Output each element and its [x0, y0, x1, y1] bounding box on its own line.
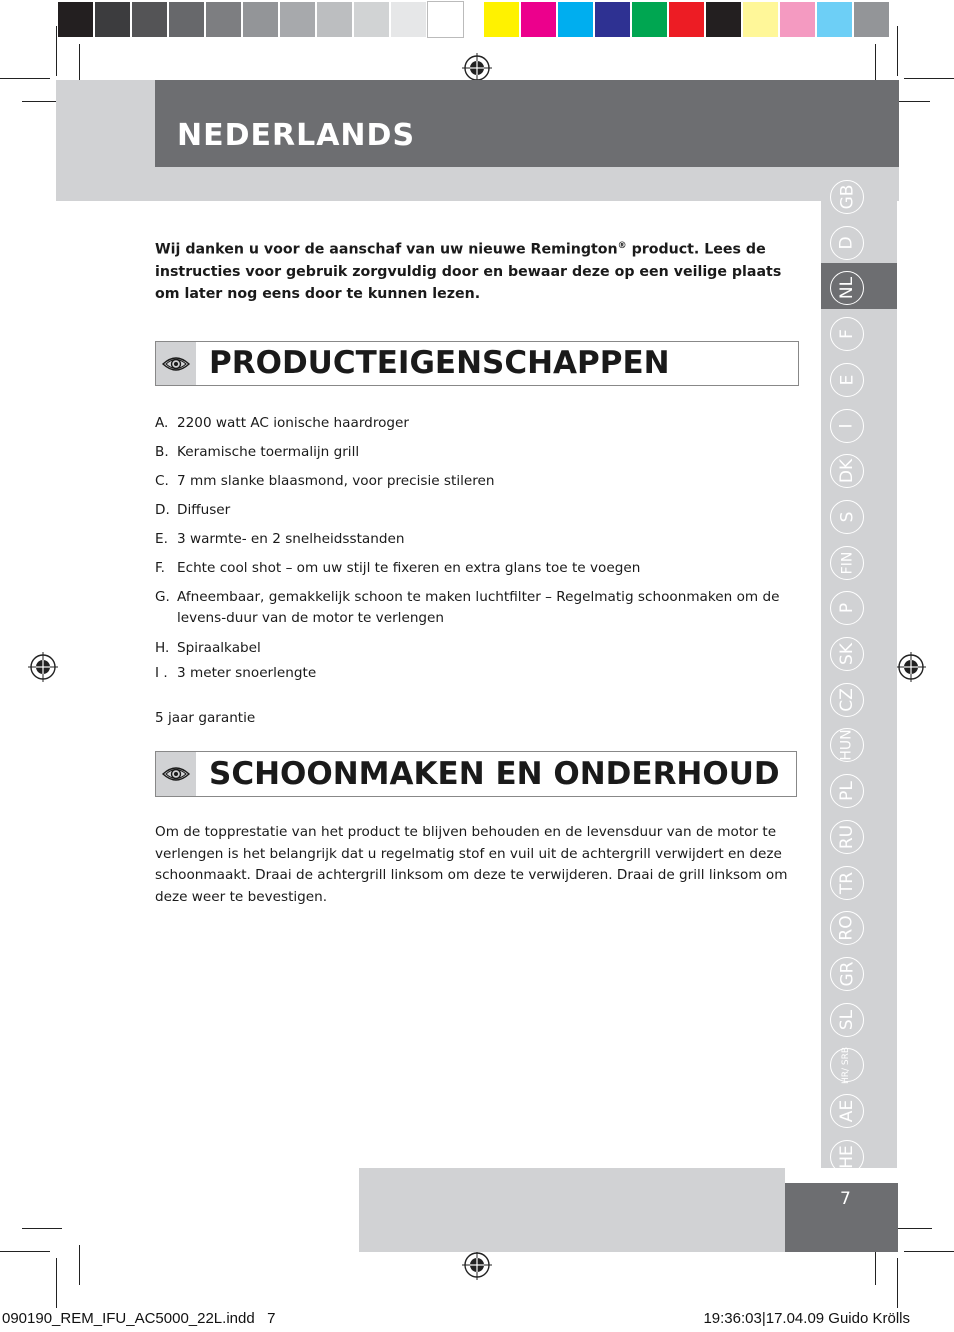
section-title: PRODUCTEIGENSCHAPPEN [209, 345, 670, 381]
section-title: SCHOONMAKEN EN ONDERHOUD [209, 756, 780, 792]
color-swatch [484, 2, 519, 37]
language-code: CZ [837, 688, 857, 712]
feature-text: 2200 watt AC ionische haardroger [177, 415, 410, 431]
feature-text: Afneembaar, gemakkelijk schoon te maken luchtfilter – Regelmatig schoonmaken om de levens-duur van de motor te verlengen [177, 589, 780, 626]
registration-target-icon [462, 53, 492, 83]
language-code: TR [836, 871, 857, 895]
crop-mark [56, 26, 57, 76]
language-tab[interactable] [830, 500, 864, 534]
feature-letter: D. [155, 502, 170, 518]
language-code: FIN [839, 551, 855, 575]
color-swatch [817, 2, 852, 37]
language-tab[interactable] [830, 1003, 864, 1037]
color-swatch [780, 2, 815, 37]
intro-paragraph [155, 235, 795, 305]
gray-swatch [280, 2, 315, 37]
crop-mark [79, 1245, 80, 1285]
crop-mark [897, 26, 898, 76]
color-swatch [743, 2, 778, 37]
slug-timestamp: 19:36:03|17.04.09 Guido Krölls [703, 1310, 910, 1327]
feature-letter: B. [155, 444, 169, 460]
language-tab[interactable] [830, 1094, 864, 1128]
gray-swatch [58, 2, 93, 37]
feature-text: Spiraalkabel [177, 640, 261, 656]
language-code: PL [836, 781, 857, 801]
language-code: HUN [839, 729, 855, 761]
eye-icon [156, 342, 196, 385]
language-code: RU [836, 824, 857, 850]
language-code: HR/ SRB [841, 1046, 852, 1084]
language-tab[interactable] [830, 591, 864, 625]
language-tab[interactable] [830, 271, 864, 305]
feature-text: 3 meter snoerlengte [177, 665, 317, 681]
page-number: 7 [840, 1189, 851, 1209]
language-code: S [836, 511, 857, 523]
language-tab[interactable] [830, 317, 864, 351]
crop-mark [897, 1258, 898, 1308]
color-swatch [632, 2, 667, 37]
gray-swatch [317, 2, 352, 37]
feature-letter: F. [155, 560, 165, 576]
crop-mark [904, 78, 954, 79]
feature-text: 3 warmte- en 2 snelheidsstanden [177, 531, 405, 547]
language-code: DK [837, 458, 857, 484]
language-code: SK [836, 643, 857, 665]
gray-swatch [206, 2, 241, 37]
language-tab[interactable] [830, 728, 864, 762]
crop-mark [79, 44, 80, 84]
crop-mark [22, 1228, 62, 1229]
feature-text: Keramische toermalijn grill [177, 444, 360, 460]
language-tab[interactable] [830, 180, 864, 214]
gray-swatch [243, 2, 278, 37]
warranty-text: 5 jaar garantie [155, 710, 256, 726]
color-swatch [595, 2, 630, 37]
slug-filename: 090190_REM_IFU_AC5000_22L.indd 7 [2, 1310, 276, 1327]
language-tab[interactable] [830, 683, 864, 717]
language-code: GR [837, 961, 857, 987]
crop-mark [892, 1228, 932, 1229]
gray-calibration-strip [58, 2, 463, 38]
language-tab[interactable] [830, 911, 864, 945]
feature-text: Diffuser [177, 502, 231, 518]
language-code: P [836, 602, 857, 614]
registration-target-icon [28, 652, 58, 682]
crop-mark [56, 1258, 57, 1308]
intro-text-continued: product. Lees de instructies voor gebruik zorgvuldig door en bewaar deze op een veilige plaats om later nog eens door te kunnen lezen. [155, 241, 782, 302]
crop-mark [875, 44, 876, 84]
language-code: E [837, 374, 857, 386]
language-tab[interactable] [830, 774, 864, 808]
gray-swatch [95, 2, 130, 37]
language-code: D [837, 236, 857, 250]
page-title: NEDERLANDS [177, 118, 416, 153]
gray-swatch [354, 2, 389, 37]
section-heading-features [155, 341, 799, 386]
section-heading-cleaning [155, 751, 797, 797]
language-code: I [836, 423, 857, 429]
feature-letter: E. [155, 531, 168, 547]
registered-mark: ® [617, 241, 627, 251]
feature-letter: C. [155, 473, 169, 489]
color-calibration-strip [484, 2, 889, 38]
color-swatch [558, 2, 593, 37]
color-swatch [706, 2, 741, 37]
language-code: NL [836, 276, 857, 300]
crop-mark [0, 78, 50, 79]
language-tab[interactable] [830, 866, 864, 900]
feature-letter: I . [155, 665, 168, 681]
footer-band [359, 1168, 785, 1252]
gray-swatch [132, 2, 167, 37]
language-tab[interactable] [830, 546, 864, 580]
feature-letter: G. [155, 589, 170, 605]
cleaning-paragraph: Om de topprestatie van het product te blijven behouden en de levensduur van de motor te verlengen is het belangrijk dat u regelmatig stof en vuil uit de achtergrill verwijdert en deze schoonmaakt. Draai de achtergrill linksom om deze te verwijderen. Draai de grill linksom om deze weer te bevestigen. [155, 824, 788, 905]
language-code: AE [837, 1099, 857, 1123]
registration-target-icon [462, 1250, 492, 1280]
language-code: F [837, 329, 857, 339]
crop-mark [0, 1251, 50, 1252]
color-swatch [521, 2, 556, 37]
color-swatch [669, 2, 704, 37]
registration-target-icon [896, 652, 926, 682]
gray-swatch [391, 2, 426, 37]
language-tab[interactable] [830, 454, 864, 488]
gray-swatch [428, 2, 463, 37]
intro-text: Wij danken u voor de aanschaf van uw nieuwe Remington [155, 241, 618, 258]
feature-letter: H. [155, 640, 170, 656]
language-code: RO [836, 915, 857, 941]
language-tab[interactable] [830, 409, 864, 443]
color-swatch [854, 2, 889, 37]
gray-swatch [169, 2, 204, 37]
feature-letter: A. [155, 415, 169, 431]
language-tab[interactable] [830, 1140, 864, 1174]
language-code: SL [836, 1009, 857, 1031]
language-tab[interactable] [830, 226, 864, 260]
language-code: HE [837, 1145, 857, 1169]
language-tab[interactable] [830, 637, 864, 671]
feature-text: 7 mm slanke blaasmond, voor precisie stileren [177, 473, 495, 489]
eye-icon [156, 752, 196, 796]
language-tab[interactable] [830, 957, 864, 991]
language-tab[interactable] [830, 363, 864, 397]
language-tab[interactable] [830, 1048, 864, 1082]
language-tab[interactable] [830, 820, 864, 854]
language-code: GB [837, 184, 857, 210]
crop-mark [904, 1251, 954, 1252]
feature-text: Echte cool shot – om uw stijl te fixeren en extra glans toe te voegen [177, 560, 641, 576]
